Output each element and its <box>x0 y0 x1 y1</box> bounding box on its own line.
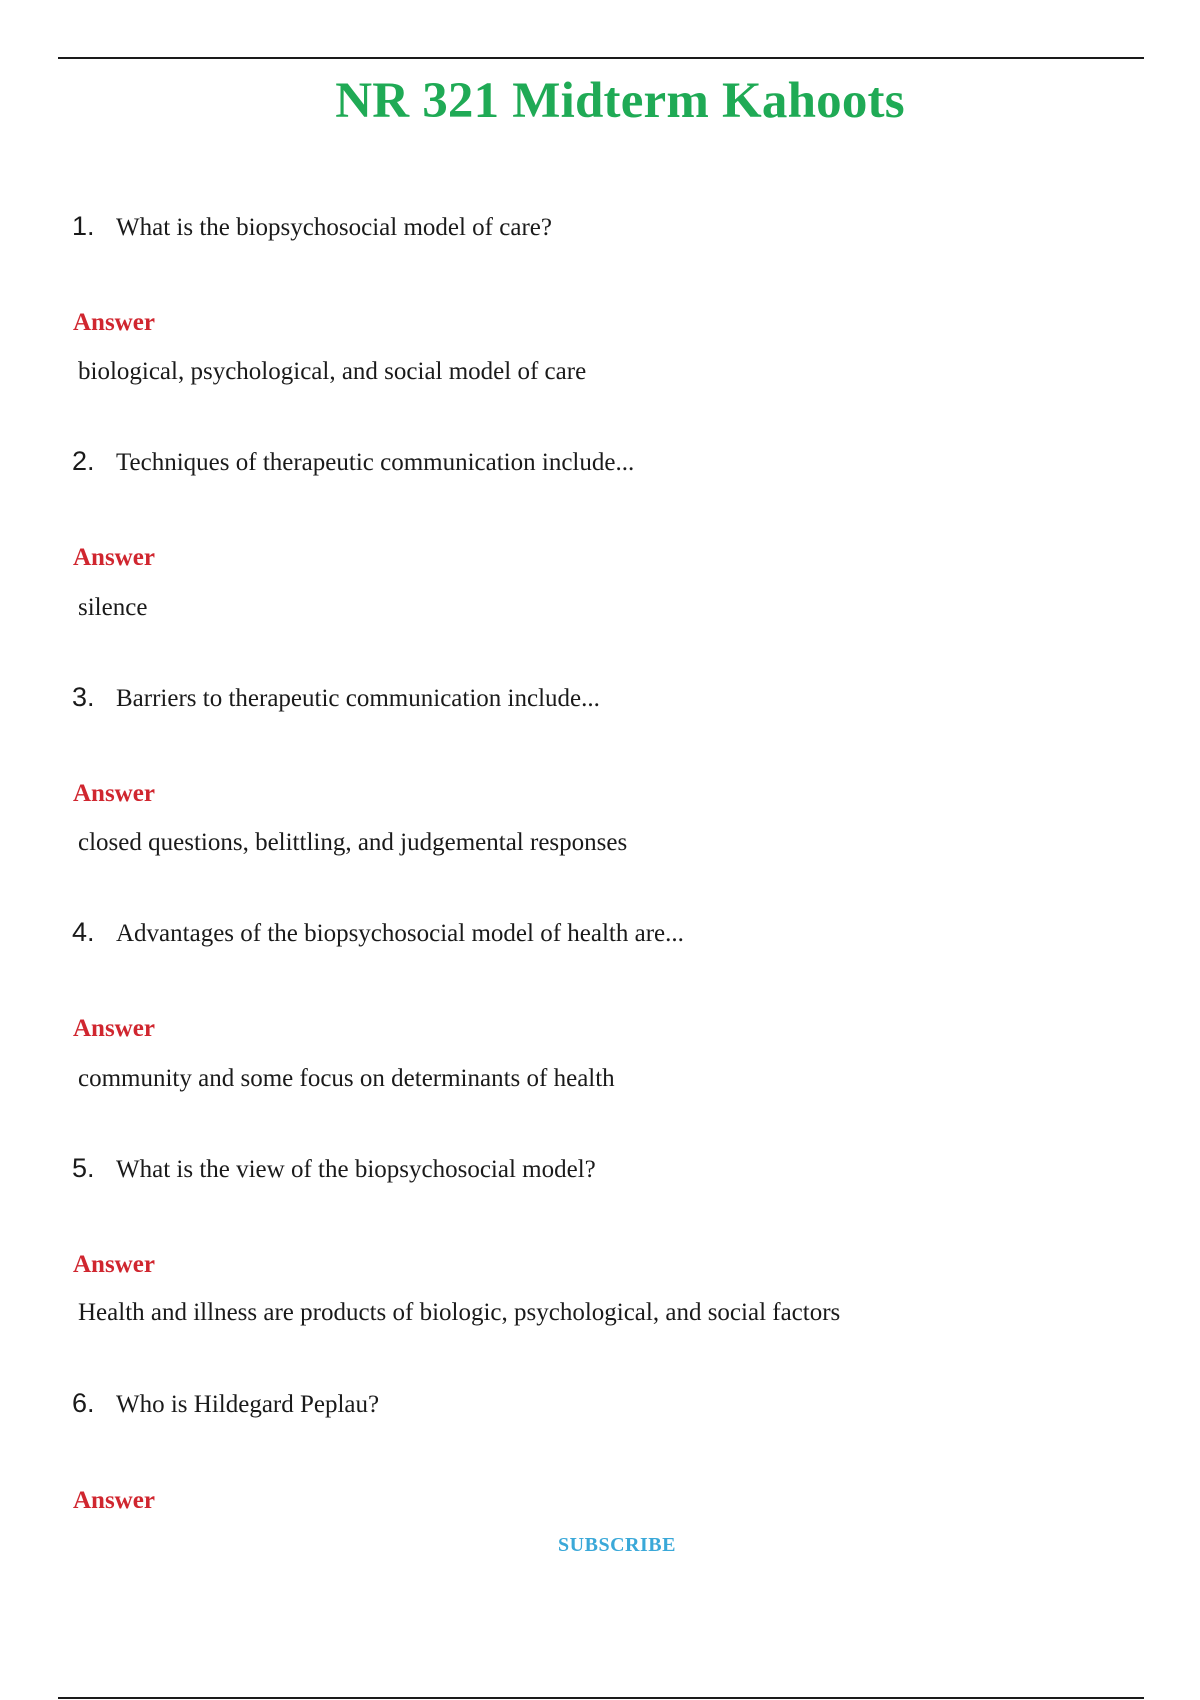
question-4 <box>72 917 684 949</box>
question-3 <box>72 682 600 714</box>
question-number: 5. <box>72 1153 95 1183</box>
subscribe-link[interactable]: SUBSCRIBE <box>558 1534 676 1556</box>
answer-text: biological, psychological, and social model of care <box>78 358 587 385</box>
question-text: Techniques of therapeutic communication include... <box>116 449 635 476</box>
answer-label: Answer <box>73 1487 155 1514</box>
question-number: 2. <box>72 446 95 476</box>
question-number: 3. <box>72 682 95 712</box>
question-6 <box>72 1388 379 1420</box>
question-1 <box>72 211 552 243</box>
answer-label: Answer <box>73 309 155 336</box>
answer-text: community and some focus on determinants of health <box>78 1065 615 1092</box>
question-text: Barriers to therapeutic communication include... <box>116 685 600 712</box>
answer-label: Answer <box>73 1251 155 1278</box>
question-number: 1. <box>72 211 95 241</box>
question-text: What is the biopsychosocial model of care? <box>116 214 552 241</box>
answer-label: Answer <box>73 780 155 807</box>
answer-label: Answer <box>73 544 155 571</box>
answer-text: closed questions, belittling, and judgemental responses <box>78 829 628 856</box>
question-number: 6. <box>72 1388 95 1418</box>
question-number: 4. <box>72 917 95 947</box>
answer-text: Health and illness are products of biologic, psychological, and social factors <box>78 1299 841 1326</box>
question-text: Who is Hildegard Peplau? <box>116 1391 380 1418</box>
question-5 <box>72 1153 596 1185</box>
page-title: NR 321 Midterm Kahoots <box>335 73 905 129</box>
question-text: What is the view of the biopsychosocial model? <box>116 1156 596 1183</box>
question-text: Advantages of the biopsychosocial model of health are... <box>116 920 684 947</box>
bottom-rule <box>58 1697 1144 1699</box>
question-2 <box>72 446 634 478</box>
answer-text: silence <box>78 594 148 621</box>
answer-label: Answer <box>73 1015 155 1042</box>
